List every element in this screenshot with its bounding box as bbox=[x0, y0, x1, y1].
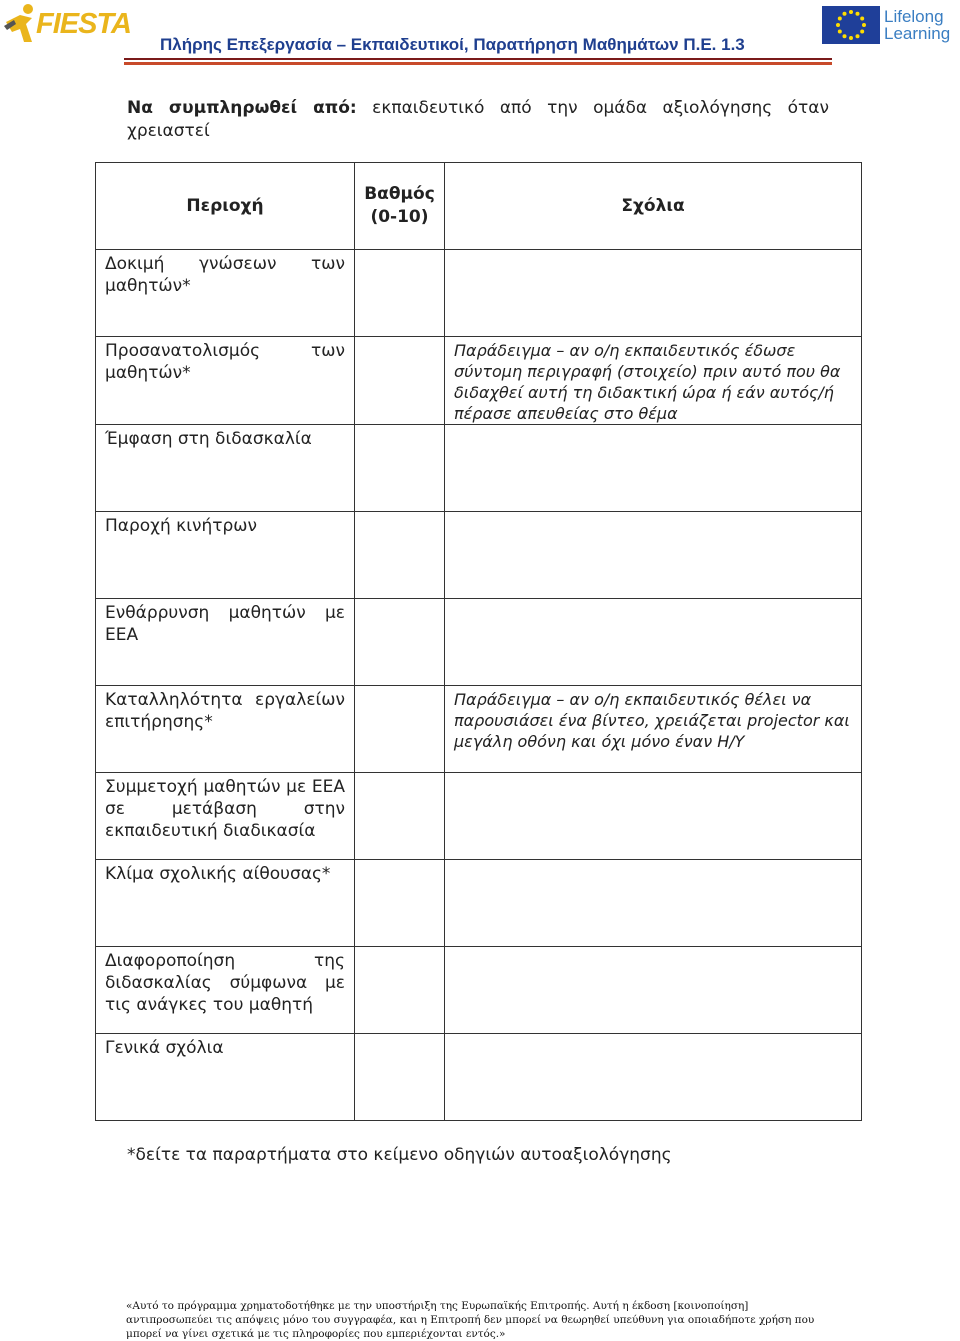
table-row bbox=[96, 686, 862, 773]
score-cell[interactable] bbox=[355, 250, 445, 337]
area-cell: Διαφοροποίηση της διδασκαλίας σύμφωνα με τις ανάγκες του μαθητή bbox=[96, 947, 355, 1034]
area-cell: Κλίμα σχολικής αίθουσας* bbox=[96, 860, 355, 947]
comment-cell[interactable] bbox=[445, 773, 862, 860]
comment-cell[interactable]: Παράδειγμα – αν ο/η εκπαιδευτικός θέλει να παρουσιάσει ένα βίντεο, χρειάζεται projector και μεγάλη οθόνη και όχι μόνο έναν Η/Υ bbox=[445, 686, 862, 773]
fill-in-instructions bbox=[127, 97, 829, 120]
fiesta-logo bbox=[2, 2, 142, 44]
area-cell: Προσανατολισμός των μαθητών* bbox=[96, 337, 355, 425]
header-rule bbox=[124, 58, 832, 60]
table-header-row bbox=[96, 163, 862, 250]
header-comments: Σχόλια bbox=[445, 163, 862, 250]
eu-disclaimer: «Αυτό το πρόγραμμα χρηματοδοτήθηκε με την υποστήριξη της Ευρωπαϊκής Επιτροπής. Αυτή η έκδοση [κοινοποίηση] αντιπροσωπεύει τις απόψεις μόνο του συγγραφέα, και η Επιτροπή δεν μπορεί να θεωρηθεί υπεύθυνη για οποιαδήποτε χρήση που μπορεί να γίνει σχετικά με τις πληροφορίες που εμπεριέχονται εντός.» bbox=[126, 1300, 815, 1340]
comment-cell[interactable]: Παράδειγμα – αν ο/η εκπαιδευτικός έδωσε σύντομη περιγραφή (στοιχείο) πριν αυτό που θα διδαχθεί αυτή τη διδακτική ώρα ή εάν αυτός/ή πέρασε απευθείας στο θέμα bbox=[445, 337, 862, 425]
comment-cell[interactable] bbox=[445, 599, 862, 686]
score-cell[interactable] bbox=[355, 425, 445, 512]
footnote: *δείτε τα παραρτήματα στο κείμενο οδηγιών αυτοαξιολόγησης bbox=[127, 1145, 672, 1165]
table-row bbox=[96, 512, 862, 599]
score-cell[interactable] bbox=[355, 947, 445, 1034]
table-row bbox=[96, 860, 862, 947]
fill-in-text: εκπαιδευτικό από την ομάδα αξιολόγησης όταν bbox=[372, 98, 829, 118]
area-cell: Παροχή κινήτρων bbox=[96, 512, 355, 599]
comment-cell[interactable] bbox=[445, 425, 862, 512]
table-row bbox=[96, 425, 862, 512]
eu-flag-icon bbox=[822, 6, 880, 44]
observation-table bbox=[95, 162, 861, 1123]
lifelong-learning-wordmark: Lifelong Learning bbox=[884, 7, 951, 43]
score-cell[interactable] bbox=[355, 337, 445, 425]
lifelong-learning-logo bbox=[822, 4, 956, 44]
score-cell[interactable] bbox=[355, 1034, 445, 1121]
score-cell[interactable] bbox=[355, 512, 445, 599]
area-cell: Ενθάρρυνση μαθητών με ΕΕΑ bbox=[96, 599, 355, 686]
header-rule-accent bbox=[124, 62, 832, 65]
table-row bbox=[96, 773, 862, 860]
table-row bbox=[96, 1034, 862, 1121]
table-row bbox=[96, 337, 862, 425]
comment-cell[interactable] bbox=[445, 512, 862, 599]
area-cell: Δοκιμή γνώσεων των μαθητών* bbox=[96, 250, 355, 337]
comment-cell[interactable] bbox=[445, 1034, 862, 1121]
fill-in-text-continued: χρειαστεί bbox=[127, 121, 210, 141]
comment-cell[interactable] bbox=[445, 250, 862, 337]
area-cell: Έμφαση στη διδασκαλία bbox=[96, 425, 355, 512]
score-cell[interactable] bbox=[355, 860, 445, 947]
table-row bbox=[96, 599, 862, 686]
area-cell: Γενικά σχόλια bbox=[96, 1034, 355, 1121]
area-cell: Καταλληλότητα εργαλείων επιτήρησης* bbox=[96, 686, 355, 773]
header-area: Περιοχή bbox=[96, 163, 355, 250]
comment-cell[interactable] bbox=[445, 947, 862, 1034]
score-cell[interactable] bbox=[355, 773, 445, 860]
score-cell[interactable] bbox=[355, 599, 445, 686]
table-row bbox=[96, 250, 862, 337]
comment-cell[interactable] bbox=[445, 860, 862, 947]
header-score: Βαθμός (0-10) bbox=[355, 163, 445, 250]
fill-in-label: Να συμπληρωθεί από: bbox=[127, 98, 357, 118]
table-row bbox=[96, 947, 862, 1034]
document-header-title: Πλήρης Επεξεργασία – Εκπαιδευτικοί, Παρατήρηση Μαθημάτων Π.Ε. 1.3 bbox=[160, 35, 745, 54]
fiesta-wordmark: FIESTA bbox=[36, 8, 131, 40]
area-cell: Συμμετοχή μαθητών με ΕΕΑ σε μετάβαση στην εκπαιδευτική διαδικασία bbox=[96, 773, 355, 860]
score-cell[interactable] bbox=[355, 686, 445, 773]
